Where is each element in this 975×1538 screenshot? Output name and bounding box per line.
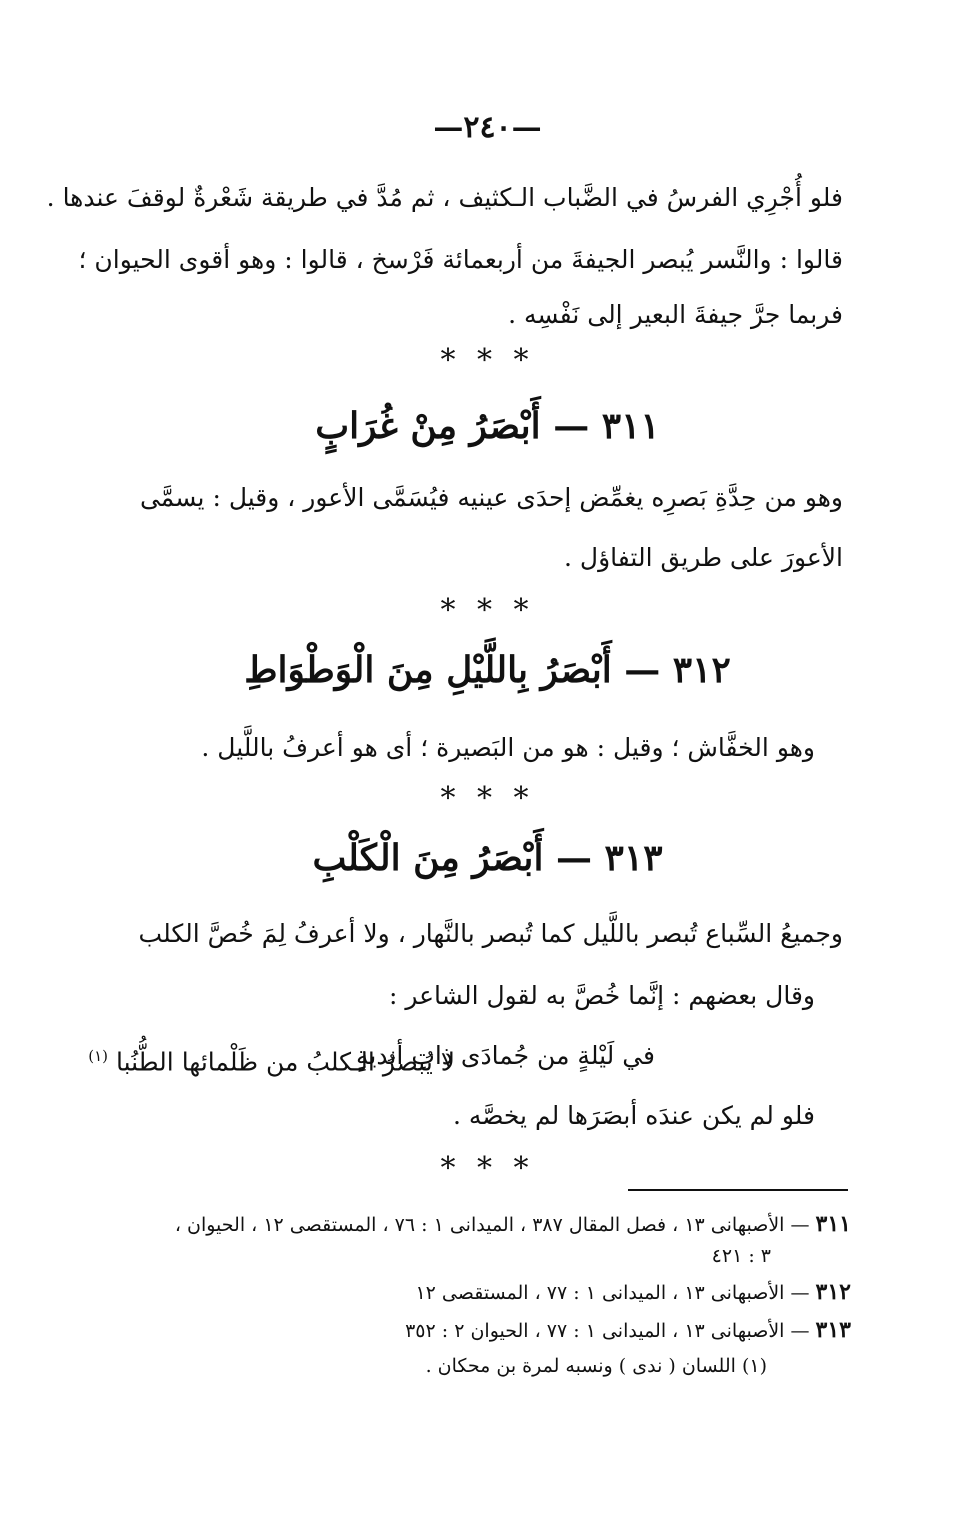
paragraph-line: وجميعُ السِّباع تُبصر باللَّيل كما تُبصر بالنَّهار ، ولا أعرفُ لِمَ خُصَّ الكلب — [138, 919, 843, 948]
proverb-heading-312: ٣١٢ — أَبْصَرُ بِاللَّيْلِ مِنَ الْوَطْوَاطِ — [244, 649, 731, 691]
footnote-311 — [111, 1208, 851, 1241]
section-separator: * * * — [440, 1151, 535, 1186]
section-separator: * * * — [440, 593, 535, 628]
paragraph-line: قالوا : والنَّسر يُبصر الجيفةَ من أربعمائة فَرْسخ ، قالوا : وهو أقوى الحيوان ؛ — [78, 245, 843, 274]
footnote-number: ٣١٢ — [815, 1279, 851, 1305]
proverb-heading-311: ٣١١ — أَبْصَرُ مِنْ غُرَابٍ — [315, 405, 660, 447]
proverb-heading-313: ٣١٣ — أَبْصَرُ مِنَ الْكَلْبِ — [312, 837, 663, 879]
section-separator: * * * — [440, 343, 535, 378]
page-number: —٢٤٠— — [433, 110, 542, 145]
paragraph-line: فلو لم يكن عندَه أبصَرَها لم يخصَّه . — [452, 1101, 815, 1130]
paragraph-line: وهو الخفَّاش ؛ وقيل : هو من البَصيرة ؛ أى هو أعرفُ باللَّيل . — [201, 733, 815, 762]
section-separator: * * * — [440, 781, 535, 816]
footnote-number: ٣١١ — [815, 1211, 851, 1237]
paragraph-line: وهو من حِدَّةِ بَصرِه يغمِّض إحدَى عينيه فيُسَمَّى الأعور ، وقيل : يسمَّى — [139, 483, 843, 512]
paragraph-line: فلو أُجْرِي الفرسُ في الضَّباب الـكثيف ، ثم مُدَّ في طريقة شَعْرةٌ لوقفَ عندها . — [46, 183, 843, 212]
verse-second-hemistich — [88, 1036, 455, 1082]
footnote-312 — [111, 1276, 851, 1309]
footnote-311-continued: ٣ : ٤٢١ — [711, 1245, 771, 1267]
footnote-text: — الأصبهانى ١٣ ، الميدانى ١ : ٧٧ ، الحيوان ٢ : ٣٥٢ — [405, 1320, 810, 1342]
verse-first-hemistich: في لَيْلةٍ من جُمادَى ذاتِ أنديةٍ — [355, 1041, 655, 1070]
footnote-text: — الأصبهانى ١٣ ، فصل المقال ٣٨٧ ، الميدانى ١ : ٧٦ ، المستقصى ١٢ ، الحيوان ، — [174, 1214, 810, 1236]
paragraph-line: الأعورَ على طريق التفاؤل . — [564, 543, 843, 572]
footnote-rule — [628, 1189, 848, 1191]
footnote-text: — الأصبهانى ١٣ ، الميدانى ١ : ٧٧ ، المستقصى ١٢ — [415, 1282, 810, 1304]
footnote-marker: (١) — [88, 1047, 109, 1065]
verse-second-text: لا يُبصرُ الـكلبُ من ظَلْمائها الطُّنُبا — [115, 1047, 455, 1077]
footnote-313 — [111, 1314, 851, 1347]
footnote-number: ٣١٣ — [815, 1317, 851, 1343]
paragraph-line: وقال بعضهم : إنَّما خُصَّ به لقول الشاعر : — [388, 981, 815, 1010]
paragraph-line: فربما جرَّ جيفةَ البعير إلى نَفْسِه . — [508, 300, 843, 329]
footnote-note-1: (١) اللسان ( ندى ) ونسبه لمرة بن محكان . — [425, 1355, 767, 1377]
